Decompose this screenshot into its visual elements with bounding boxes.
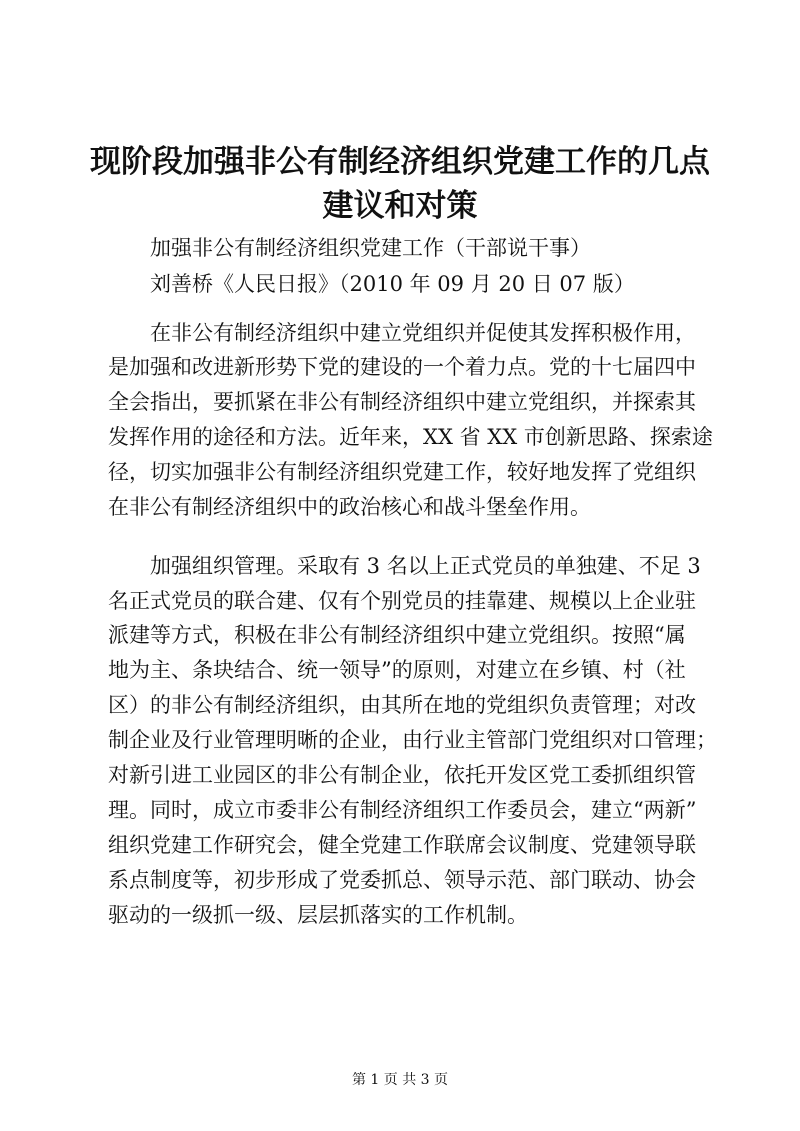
paragraph-1-line: 是加强和改进新形势下党的建设的一个着力点。党的十七届四中: [108, 355, 696, 379]
paragraph-2-line: 对新引进工业园区的非公有制企业，依托开发区党工委抓组织管: [108, 763, 696, 787]
paragraph-1-line: 径，切实加强非公有制经济组织党建工作，较好地发挥了党组织: [108, 460, 696, 484]
document-title-line-2: 建议和对策: [322, 188, 478, 224]
document-title-line-1: 现阶段加强非公有制经济组织党建工作的几点: [90, 144, 710, 180]
paragraph-1-line: 发挥作用的途径和方法。近年来，XX 省 XX 市创新思路、探索途: [108, 425, 713, 449]
paragraph-2-line: 驱动的一级抓一级、层层抓落实的工作机制。: [108, 903, 528, 927]
paragraph-2-line: 地为主、条块结合、统一领导”的原则，对建立在乡镇、村（社: [108, 658, 686, 682]
paragraph-2-line: 加强组织管理。采取有 3 名以上正式党员的单独建、不足 3: [150, 554, 701, 578]
paragraph-1-line: 在非公有制经济组织中建立党组织并促使其发挥积极作用，: [150, 321, 696, 345]
paragraph-2-line: 派建等方式，积极在非公有制经济组织中建立党组织。按照“属: [108, 623, 686, 647]
paragraph-2-line: 理。同时，成立市委非公有制经济组织工作委员会，建立“两新”: [108, 798, 697, 822]
paragraph-2-line: 名正式党员的联合建、仅有个别党员的挂靠建、规模以上企业驻: [108, 589, 696, 613]
paragraph-1-line: 全会指出，要抓紧在非公有制经济组织中建立党组织，并探索其: [108, 390, 696, 414]
paragraph-1-line: 在非公有制经济组织中的政治核心和战斗堡垒作用。: [108, 495, 591, 519]
meta-byline: 刘善桥《人民日报》（2010 年 09 月 20 日 07 版）: [150, 272, 635, 296]
meta-subtitle: 加强非公有制经济组织党建工作（干部说干事）: [150, 236, 591, 260]
paragraph-2-line: 制企业及行业管理明晰的企业，由行业主管部门党组织对口管理；: [108, 728, 717, 752]
page-number-footer: 第 1 页 共 3 页: [351, 1072, 449, 1088]
paragraph-2-line: 组织党建工作研究会，健全党建工作联席会议制度、党建领导联: [108, 833, 696, 857]
paragraph-2-line: 系点制度等，初步形成了党委抓总、领导示范、部门联动、协会: [108, 868, 696, 892]
paragraph-2-line: 区）的非公有制经济组织，由其所在地的党组织负责管理；对改: [108, 693, 696, 717]
